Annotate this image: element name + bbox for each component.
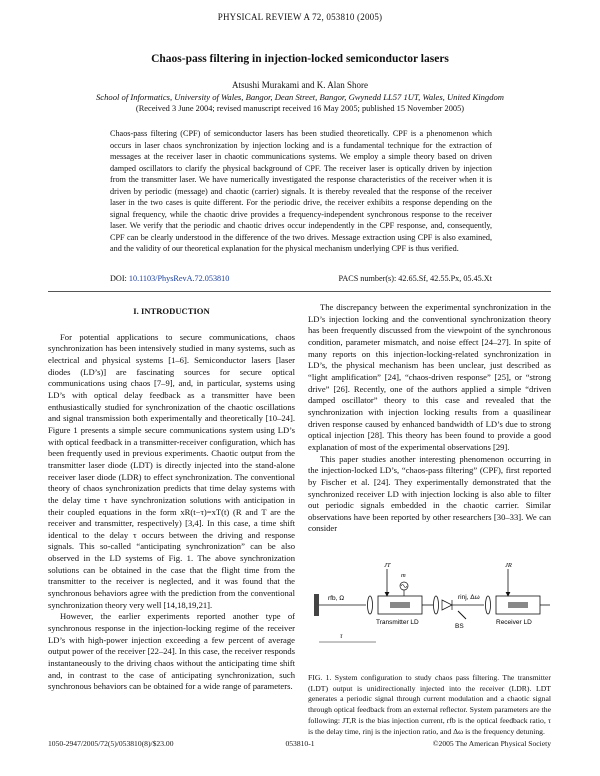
external-reflector bbox=[314, 594, 319, 616]
system-diagram bbox=[308, 558, 551, 658]
author-list: Atsushi Murakami and K. Alan Shore bbox=[232, 80, 368, 90]
received-dates: (Received 3 June 2004; revised manuscript received 16 May 2005; published 15 November 2005) bbox=[135, 104, 465, 113]
lens-icon bbox=[486, 596, 491, 614]
jt-label: JT bbox=[384, 562, 391, 569]
lens-icon bbox=[368, 596, 373, 614]
paragraph: The discrepancy between the experimental synchronization in the LD’s injection locking and the conventional synchronization theory has been frequently discussed from the viewpoint of the synchronous condition, parameter mismatch, and noise effect [24–27]. In spite of many reports on this injection-locking-related synchronization in LD’s, the physical mechanism has been unclear, just described as “light amplification” [24], “chaos-driven response” [25], or “strong drive” [26]. Recently, one of the authors applied a simple “driven damped oscillator” theory to this case and revealed that the synchronization with injection locking results from a quasilinear driven response caused by enhanced bandwidth of LD’s due to strong optical injection [28]. This theory has been found to provide a good explanation of most of the experimental observations [29]. bbox=[308, 302, 551, 452]
m-label: m bbox=[401, 572, 406, 579]
paragraph: For potential applications to secure communications, chaos synchronization has been intensively studied in many systems, such as electrical and physical systems [1–6]. Semiconductor lasers [laser diodes (LD’s)] are fascinating sources for secure optical communications using chaos [7–9], and, in particular, systems using LD’s with optical delay feedback as a transmitter have been enthusiastically studied for synchronization of the chaotic oscillations and signal transmission both experimentally and theoretically [10–24]. Figure 1 presents a simple secure communications system using LD’s with optical feedback in a transmitter-receiver configuration, which has been frequently used in previous experiments. Chaotic output from the transmitter laser diode (LDT) is directly injected into the stand-alone receiver laser diode (LDR) to effect synchronization. The conventional theory of chaos synchronization predicts that time delay systems with the delay time τ have synchronization solutions with anticipation in their coupled equations in the form xR(t−τ)=xT(t) (R and T are the receiver and transmitter, respectively) [3,4]. In this case, a time shift identical to the delay τ occurs between the driving and response signals. This so-called “anticipating synchronization” can be also observed in the LD systems of Fig. 1. The above synchronization solutions can be obtained in the case that the flight time from the transmitter to the receiver is neglected, and it was found that the synchronous behaviors agree with the prediction from the conventional synchronization theory very well [14,18,19,21]. bbox=[48, 331, 295, 610]
jr-label: JR bbox=[505, 562, 512, 569]
receiver-label: Receiver LD bbox=[496, 619, 532, 626]
paragraph: This paper studies another interesting phenomenon occurring in the injection-locked LD’s, “chaos-pass filtering” (CPF), first reported by Fischer et al. [24]. They experimentally demonstrated that the synchronized receiver LD with injection locking is also able to filter out periodic signals embedded in the chaotic carrier. Similar observations have been reported by other researchers [30–33]. We can consider bbox=[308, 453, 551, 534]
delay-label: τ bbox=[340, 632, 343, 640]
feedback-label: rfb, Ω bbox=[328, 595, 345, 602]
beam-splitter-icon bbox=[458, 611, 466, 619]
isolator-icon bbox=[442, 600, 452, 610]
affiliation: School of Informatics, University of Wales, Bangor, Dean Street, Bangor, Gwynedd LL57 1UT, Wales, United Kingdom bbox=[95, 92, 505, 102]
lens-icon bbox=[434, 596, 439, 614]
transmitter-chip bbox=[390, 602, 410, 608]
paper-title: Chaos-pass filtering in injection-locked semiconductor lasers bbox=[151, 53, 449, 65]
footer-left: 1050-2947/2005/72(5)/053810(8)/$23.00 bbox=[48, 739, 174, 748]
figure-caption: FIG. 1. System configuration to study chaos pass filtering. The transmitter (LDT) output is unidirectionally injected into the receiver (LDR). LDT generates a periodic signal through current modulation and a chaotic signal through optical feedback from an external reflector. System parameters are the following: JT,R is the bias injection current, rfb is the optical feedback ratio, τ is the delay time, rinj is the injection ratio, and Δω is the frequency detuning. bbox=[308, 673, 551, 736]
abstract: Chaos-pass filtering (CPF) of semiconductor lasers has been studied theoretically. CPF is a phenomenon which occurs in laser chaos synchronization by injection locking and is a fundamental technique for the extraction of messages at the receiver laser in chaotic communications systems. We employ a simple theory based on driven damped oscillators to clarify the physical background of CPF. The receiver laser is optically driven by injection from the transmitter laser. We have numerically investigated the response characteristics of the receiver when it is driven by periodic (message) and chaotic (carrier) signals. It is thereby revealed that the response of the receiver laser in the two cases is quite different. For the periodic drive, the receiver exhibits a response depending on the signal frequency, while the chaotic drive provides a frequency-independent synchronous response to the receiver laser. We verify that the periodic and chaotic drives occur independently in the CPF response, and, consequently, CPF can be clearly understood in the difference of the two drives. Message extraction using CPF is also examined, and the validity of our theoretical explanation for the physical mechanism underlying CPF is thus verified. bbox=[110, 129, 492, 254]
doi-link[interactable]: 10.1103/PhysRevA.72.053810 bbox=[128, 274, 230, 283]
doi-line bbox=[110, 274, 229, 283]
receiver-chip bbox=[508, 602, 528, 608]
right-column bbox=[308, 302, 551, 535]
left-column bbox=[48, 302, 295, 693]
header-divider bbox=[48, 291, 551, 292]
figure-1 bbox=[308, 558, 551, 658]
doi-label: DOI: bbox=[110, 274, 127, 283]
section-heading: I. INTRODUCTION bbox=[133, 306, 210, 316]
footer-right: ©2005 The American Physical Society bbox=[432, 739, 551, 748]
pacs-numbers: PACS number(s): 42.65.Sf, 42.55.Px, 05.45.Xt bbox=[338, 274, 492, 283]
injection-label: rinj, Δω bbox=[458, 594, 480, 601]
bs-label: BS bbox=[455, 623, 464, 630]
paragraph: However, the earlier experiments reported another type of synchronous response in the injection-locking regime of the receiver LD’s with high-power injection exceeding a few percent of average output power of the receiver [22–24]. In this case, the receiver responds instantaneously to the driving chaos without the anticipating time shift and, in contrast to the case of anticipating synchronization, such synchronous behaviors can be obtained for a wide range of parameters. bbox=[48, 611, 295, 692]
journal-header: PHYSICAL REVIEW A 72, 053810 (2005) bbox=[217, 12, 383, 22]
transmitter-label: Transmitter LD bbox=[376, 619, 419, 626]
sine-icon bbox=[401, 585, 407, 588]
page-number: 053810-1 bbox=[285, 739, 315, 748]
